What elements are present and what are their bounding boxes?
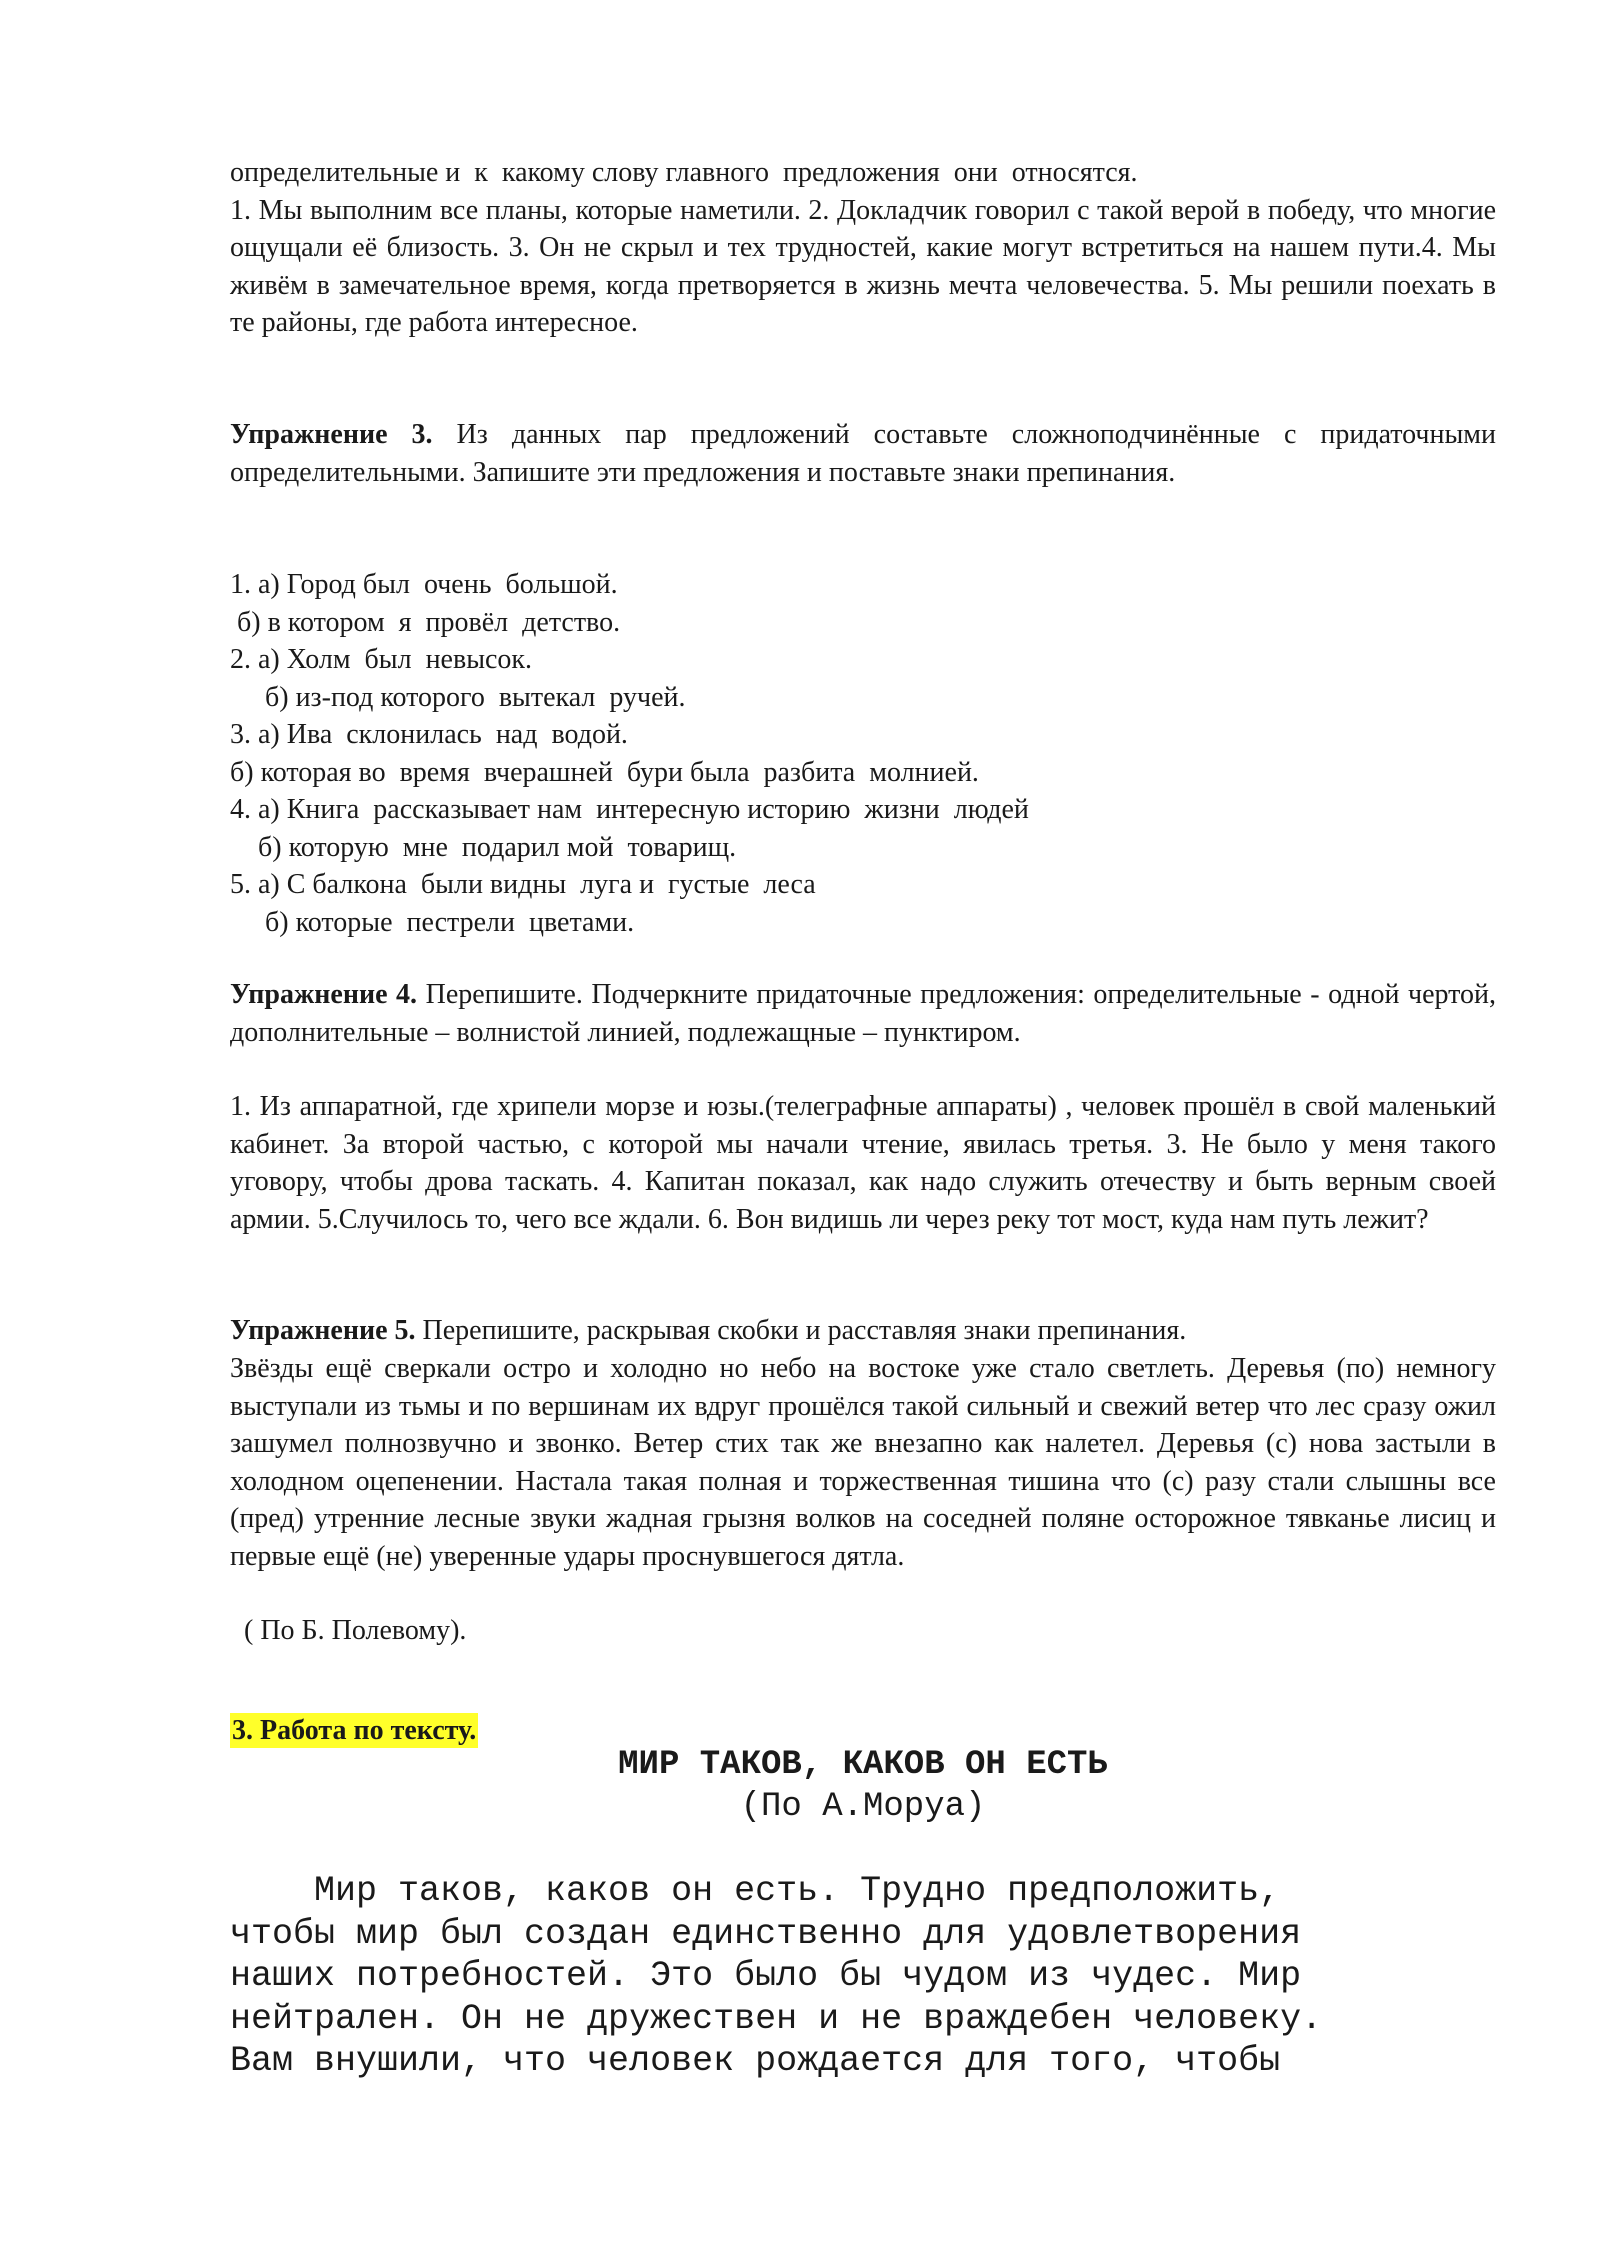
exercise-5-instruction: Перепишите, раскрывая скобки и расставляя знаки препинания. [422, 1315, 1187, 1346]
text-body-line: нейтрален. Он не дружествен и не враждебен человеку. [230, 1998, 1323, 2039]
exercise-2-sentences: 1. Мы выполним все планы, которые наметили. 2. Докладчик говорил с такой верой в победу, что многие ощущали её близость. 3. Он не скрыл и тех трудностей, какие могут встретиться на нашем пути.4. Мы живём в замечательное время, когда претворяется в жизнь мечта человечества. 5. Мы решили поехать в те районы, где работа интересное. [230, 194, 1496, 338]
exercise-4-task [230, 976, 1496, 1051]
exercise-4-heading: Упражнение 4. [230, 979, 418, 1010]
exercise-5-body: Звёзды ещё сверкали остро и холодно но небо на востоке уже стало светлеть. Деревья (по) немногу выступали из тьмы и по вершинам их вдруг прошёлся такой сильный и свежий ветер что лес сразу ожил зашумел полнозвучно и звонко. Ветер стих так же внезапно как налетел. Деревья (с) нова застыли в холодном оцепенении. Настала такая полная и торжественная тишина что (с) разу стали слышны все (пред) утренние лесные звуки жадная грызня волков на соседней поляне осторожное тявканье лисиц и первые ещё (не) уверенные удары проснувшегося дятла. [230, 1353, 1496, 1572]
exercise-3-item: 2. а) Холм был невысок. [230, 644, 533, 675]
exercise-5-task [230, 1312, 1496, 1350]
exercise-3-items [230, 566, 1496, 941]
exercise-3-item: б) которую мне подарил мой товарищ. [230, 831, 737, 863]
text-body-line: Вам внушили, что человек рождается для того, чтобы [230, 2041, 1281, 2081]
section-3-label: 3. Работа по тексту. [232, 1715, 477, 1746]
exercise-2-continuation [230, 154, 1496, 342]
exercise-5-heading: Упражнение 5. [230, 1315, 416, 1346]
exercise-3-item: 5. а) С балкона были видны луга и густые леса [230, 869, 816, 900]
text-body-line: чтобы мир был создан единственно для удовлетворения [230, 1913, 1302, 1954]
text-body [230, 1870, 1496, 2083]
exercise-3-item: 3. а) Ива склонилась над водой. [230, 719, 628, 750]
exercise-3-task [230, 416, 1496, 491]
text-title: МИР ТАКОВ, КАКОВ ОН ЕСТЬ [618, 1746, 1108, 1784]
exercise-3-item: б) из-под которого вытекал ручей. [230, 681, 686, 713]
exercise-2-instruction-tail: определительные и к какому слову главного предложения они относятся. [230, 157, 1138, 188]
exercise-4-body: 1. Из аппаратной, где хрипели морзе и юзы.(телеграфные аппараты) , человек прошёл в свой маленький кабинет. За второй частью, с которой мы начали чтение, явилась третья. 3. Не было у меня такого уговору, чтобы дрова таскать. 4. Капитан показал, как надо служить отечеству и быть верным своей армии. 5.Случилось то, чего все ждали. 6. Вон видишь ли через реку тот мост, куда нам путь лежит? [230, 1091, 1496, 1235]
text-author: (По А.Моруа) [740, 1788, 986, 1826]
exercise-3-item: 4. а) Книга рассказывает нам интересную историю жизни людей [230, 794, 1029, 825]
exercise-3-instruction: Из данных пар предложений составьте сложноподчинённые с придаточными определительными. Запишите эти предложения и поставьте знаки препинания. [230, 419, 1497, 488]
exercise-3-item: 1. а) Город был очень большой. [230, 569, 618, 600]
exercise-3-heading: Упражнение 3. [230, 419, 433, 450]
exercise-5-source: ( По Б. Полевому). [230, 1615, 467, 1646]
text-body-line: наших потребностей. Это было бы чудом из чудес. Мир [230, 1956, 1302, 1996]
exercise-4-instruction: Перепишите. Подчеркните придаточные предложения: определительные - одной чертой, дополнительные – волнистой линией, подлежащные – пунктиром. [230, 979, 1497, 1048]
exercise-3-item: б) которые пестрели цветами. [230, 906, 635, 938]
exercise-3-item: б) в котором я провёл детство. [230, 606, 621, 638]
exercise-3-item: б) которая во время вчерашней бури была разбита молнией. [230, 756, 979, 788]
text-body-line: Мир таков, каков он есть. Трудно предположить, [230, 1871, 1281, 1911]
